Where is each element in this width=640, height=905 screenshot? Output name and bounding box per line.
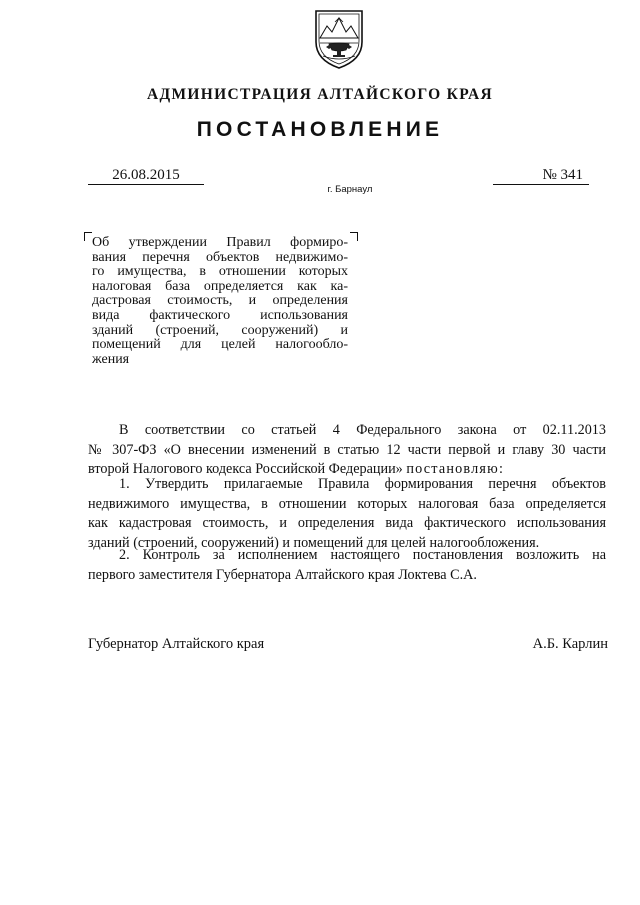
- document-type: ПОСТАНОВЛЕНИЕ: [196, 118, 444, 141]
- item-1-line: 1. Утвердить прилагаемые Правила формирования перечня объектов: [119, 476, 606, 492]
- document-date: 26.08.2015: [88, 167, 204, 185]
- resolution-keyword: постановляю:: [406, 461, 505, 477]
- coat-of-arms-icon: [313, 8, 365, 70]
- subject-line: жения: [92, 351, 130, 367]
- subject-line: вида фактического использования: [92, 307, 348, 323]
- preamble-paragraph: [88, 421, 606, 480]
- subject-line: помещений для целей налогообло-: [92, 337, 348, 353]
- subject-line: го имущества, в отношении которых: [92, 264, 348, 280]
- subject-line: дастровая стоимость, и определения: [92, 293, 348, 309]
- preamble-line: В соответствии со статьей 4 Федерального закона от 02.11.2013: [119, 422, 606, 438]
- item-2-line: 2. Контроль за исполнением настоящего постановления возложить на: [119, 547, 606, 563]
- subject-line: зданий (строений, сооружений) и: [92, 322, 348, 338]
- document-city: г. Барнаул: [327, 184, 373, 195]
- signatory-name: А.Б. Карлин: [532, 636, 608, 652]
- document-number: № 341: [493, 167, 589, 185]
- item-1-line: зданий (строений, сооружений) и помещений для целей налогообложения.: [88, 534, 540, 551]
- preamble-text: второй Налогового кодекса Российской Федерации»: [88, 461, 403, 477]
- item-2-line: первого заместителя Губернатора Алтайского края Локтева С.А.: [88, 566, 477, 583]
- subject-line: вания перечня объектов недвижимо-: [92, 249, 348, 265]
- subject-bracket-right: [350, 232, 358, 241]
- subject-line: Об утверждении Правил формиро-: [92, 235, 348, 250]
- item-1-paragraph: [88, 475, 606, 553]
- item-2-paragraph: [88, 546, 606, 585]
- subject-line: налоговая база определяется как ка-: [92, 278, 348, 294]
- item-1-line: как кадастровая стоимость, и определения вида фактического использования: [88, 515, 606, 531]
- item-1-line: недвижимого имущества, в отношении которых налоговая база определяется: [88, 495, 606, 512]
- subject-bracket-left: [84, 232, 92, 241]
- organization-name: АДМИНИСТРАЦИЯ АЛТАЙСКОГО КРАЯ: [147, 86, 493, 103]
- signatory-position: Губернатор Алтайского края: [88, 636, 265, 652]
- document-subject: [92, 236, 348, 367]
- preamble-line: № 307-ФЗ «О внесении изменений в статью 12 части первой и главу 30 части: [88, 441, 606, 458]
